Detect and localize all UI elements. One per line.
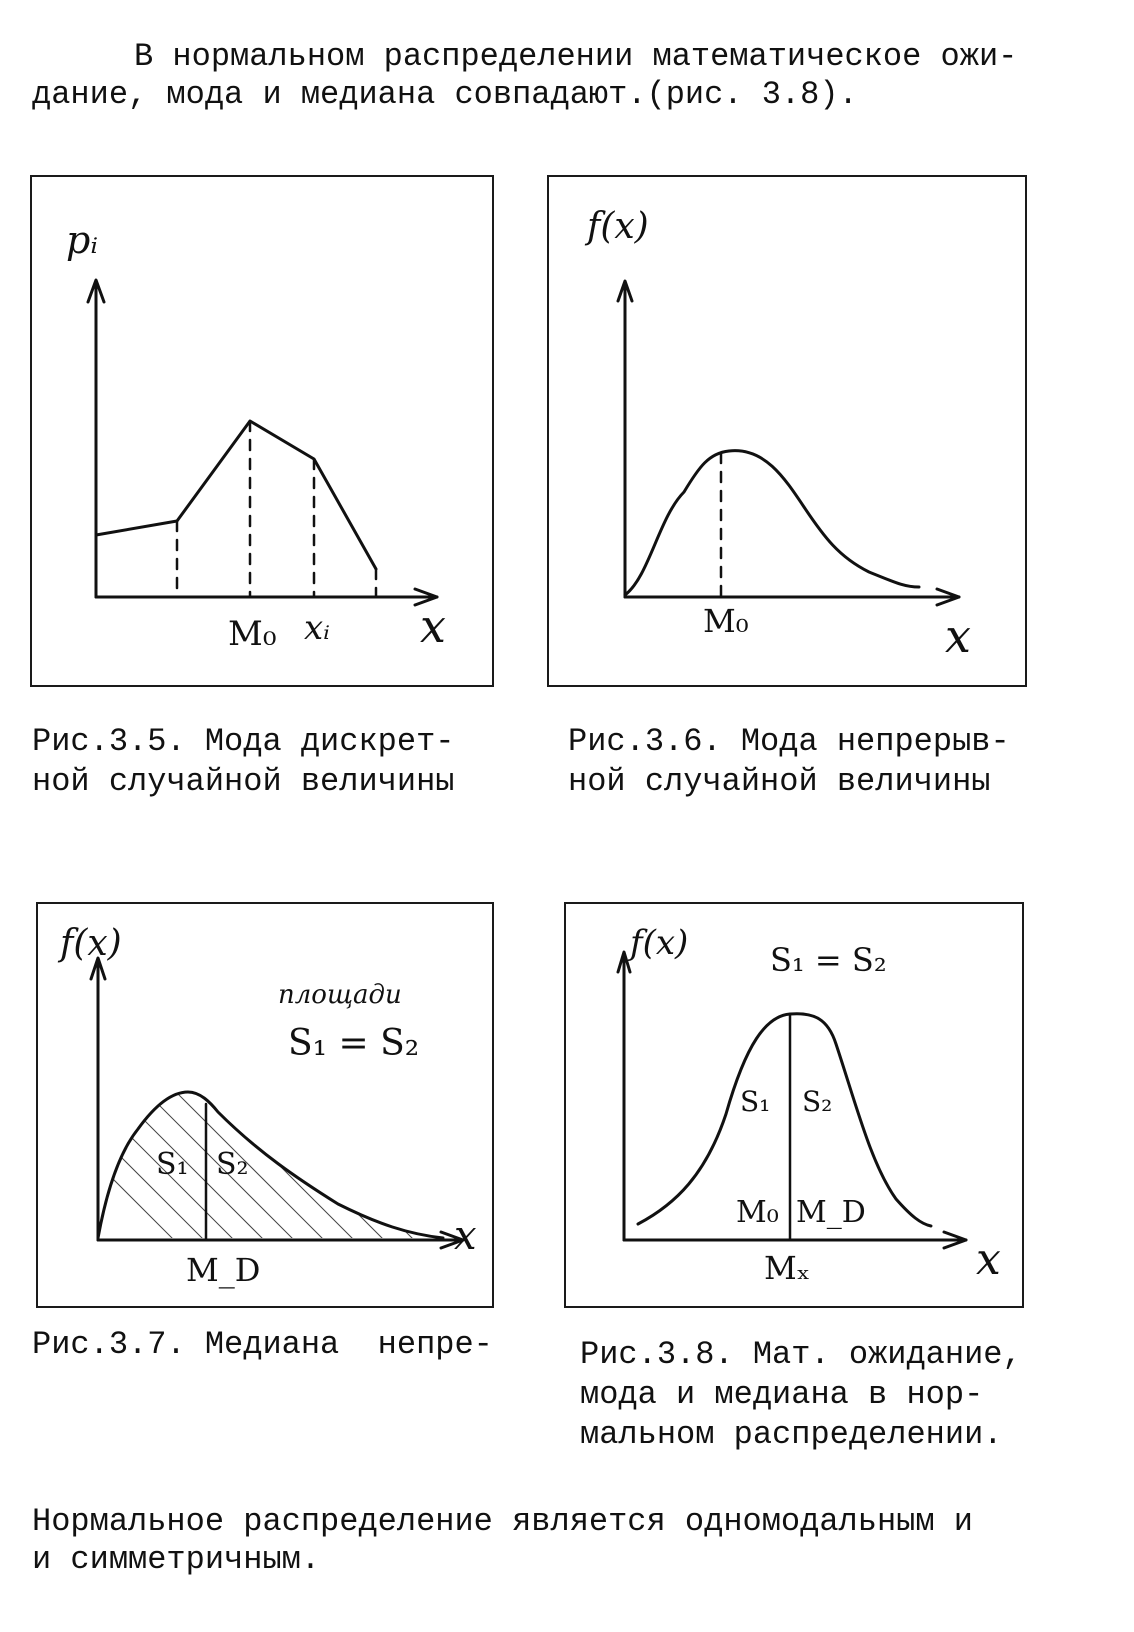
- figure-3-8: [564, 902, 1024, 1308]
- fig35-x-label: x: [420, 599, 446, 653]
- fig38-median-label: M_D: [796, 1195, 866, 1230]
- fig38-x-label: x: [976, 1234, 1001, 1285]
- fig38-s1-label: S₁: [740, 1085, 771, 1118]
- fig37-note-eq: S₁ = S₂: [288, 1023, 420, 1064]
- normal-curve: [638, 1014, 931, 1230]
- fig36-x-label: x: [945, 609, 971, 663]
- caption-fig-3-5-line-2: ной случайной величины: [32, 763, 455, 800]
- density-curve: [625, 451, 919, 595]
- caption-fig-3-8-line-3: мальном распределении.: [580, 1416, 1003, 1453]
- fig36-y-label: f(x): [587, 206, 649, 247]
- caption-fig-3-8: [580, 1335, 1022, 1455]
- fig36-mode-label: M₀: [703, 602, 749, 640]
- fig35-xi-label: xᵢ: [304, 608, 331, 648]
- fig37-s1-label: S₁: [156, 1147, 189, 1182]
- intro-paragraph: [32, 38, 1092, 114]
- fig38-y-label: f(x): [630, 923, 689, 963]
- fig38-mode-label: M₀: [736, 1195, 779, 1230]
- figure-3-5: [30, 175, 494, 687]
- fig38-s2-label: S₂: [802, 1085, 833, 1118]
- probability-polygon: [96, 421, 376, 569]
- fig35-y-label: pᵢ: [66, 218, 98, 262]
- caption-fig-3-7: [32, 1325, 493, 1365]
- outro-paragraph: [32, 1503, 1092, 1579]
- caption-fig-3-6-line-1: Рис.3.6. Мода непрерыв-: [568, 723, 1010, 760]
- fig37-note-word: площади: [278, 980, 402, 1010]
- fig38-mean-label: Mₓ: [764, 1249, 811, 1287]
- fig37-y-label: f(x): [60, 923, 122, 964]
- caption-fig-3-7-line-1: Рис.3.7. Медиана непре-: [32, 1326, 493, 1363]
- fig38-eq-label: S₁ = S₂: [770, 941, 887, 979]
- intro-line-2: дание, мода и медиана совпадают.(рис. 3.8).: [32, 76, 858, 113]
- fig37-x-label: x: [454, 1213, 477, 1259]
- caption-fig-3-6: [568, 722, 1010, 802]
- outro-line-1: Нормальное распределение является одномодальным и: [32, 1503, 973, 1540]
- figure-3-7: [36, 902, 494, 1308]
- caption-fig-3-6-line-2: ной случайной величины: [568, 763, 991, 800]
- fig37-median-label: M_D: [186, 1251, 261, 1289]
- intro-line-1: В нормальном распределении математическое ожи-: [134, 38, 1018, 75]
- fig37-s2-label: S₂: [216, 1147, 249, 1182]
- caption-fig-3-8-line-1: Рис.3.8. Мат. ожидание,: [580, 1336, 1022, 1373]
- fig35-mode-label: M₀: [228, 614, 277, 654]
- figure-3-7-drawing: [38, 904, 496, 1310]
- caption-fig-3-5: [32, 722, 454, 802]
- caption-fig-3-5-line-1: Рис.3.5. Мода дискрет-: [32, 723, 455, 760]
- outro-line-2: и симметричным.: [32, 1541, 321, 1578]
- figure-3-6: [547, 175, 1027, 687]
- caption-fig-3-8-line-2: мода и медиана в нор-: [580, 1376, 984, 1413]
